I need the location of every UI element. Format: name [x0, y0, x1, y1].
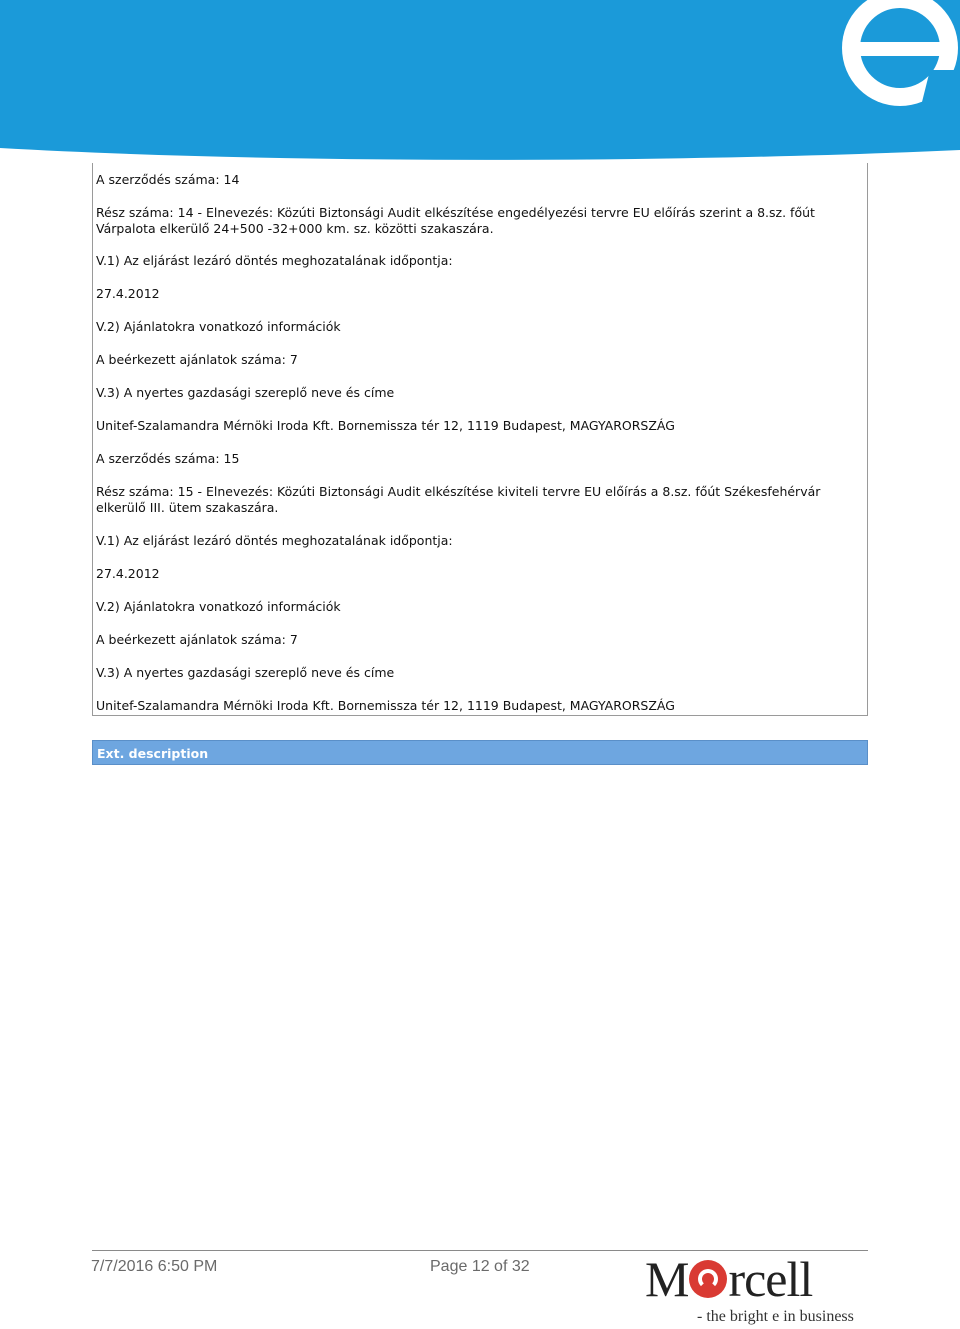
header-banner: [0, 0, 960, 160]
section-v1-heading: V.1) Az eljárást lezáró döntés meghozatalának időpontja:: [96, 533, 453, 548]
offers-received: A beérkezett ajánlatok száma: 7: [96, 352, 298, 367]
logo-e-icon: [689, 1260, 727, 1298]
ext-description-header[interactable]: [92, 740, 868, 765]
section-v2-heading: V.2) Ajánlatokra vonatkozó információk: [96, 319, 341, 334]
section-v3-heading: V.3) A nyertes gazdasági szereplő neve és címe: [96, 665, 395, 680]
page-number: Page 12 of 32: [430, 1258, 530, 1275]
logo-tagline: - the bright e in business: [697, 1308, 854, 1325]
ext-description-label: Ext. description: [97, 746, 209, 761]
contract-number-14: A szerződés száma: 14: [96, 172, 240, 187]
offers-received: A beérkezett ajánlatok száma: 7: [96, 632, 298, 647]
footer-date: 7/7/2016 6:50 PM: [91, 1258, 218, 1275]
contract-number-15: A szerződés száma: 15: [96, 451, 240, 466]
winner-name-address: Unitef-Szalamandra Mérnöki Iroda Kft. Bornemissza tér 12, 1119 Budapest, MAGYARORSZÁG: [96, 418, 675, 433]
brand-e-icon: [0, 0, 960, 160]
section-v2-heading: V.2) Ajánlatokra vonatkozó információk: [96, 599, 341, 614]
section-v1-heading: V.1) Az eljárást lezáró döntés meghozatalának időpontja:: [96, 253, 453, 268]
lot-description-14: Rész száma: 14 - Elnevezés: Közúti Biztonsági Audit elkészítése engedélyezési tervre EU előírás szerint a 8.sz. főút Várpalota elkerülő 24+500 -32+000 km. sz. közötti szakaszára.: [96, 205, 815, 236]
decision-date: 27.4.2012: [96, 566, 160, 581]
decision-date: 27.4.2012: [96, 286, 160, 301]
section-v3-heading: V.3) A nyertes gazdasági szereplő neve és címe: [96, 385, 395, 400]
marcell-logo: [645, 1251, 865, 1328]
lot-description-15: Rész száma: 15 - Elnevezés: Közúti Biztonsági Audit elkészítése kiviteli tervre EU előírás a 8.sz. főút Székesfehérvár elkerülő III. ütem szakaszára.: [96, 484, 821, 515]
winner-name-address: Unitef-Szalamandra Mérnöki Iroda Kft. Bornemissza tér 12, 1119 Budapest, MAGYARORSZÁG: [96, 698, 675, 713]
logo-wordmark: M rcell: [645, 1251, 813, 1307]
